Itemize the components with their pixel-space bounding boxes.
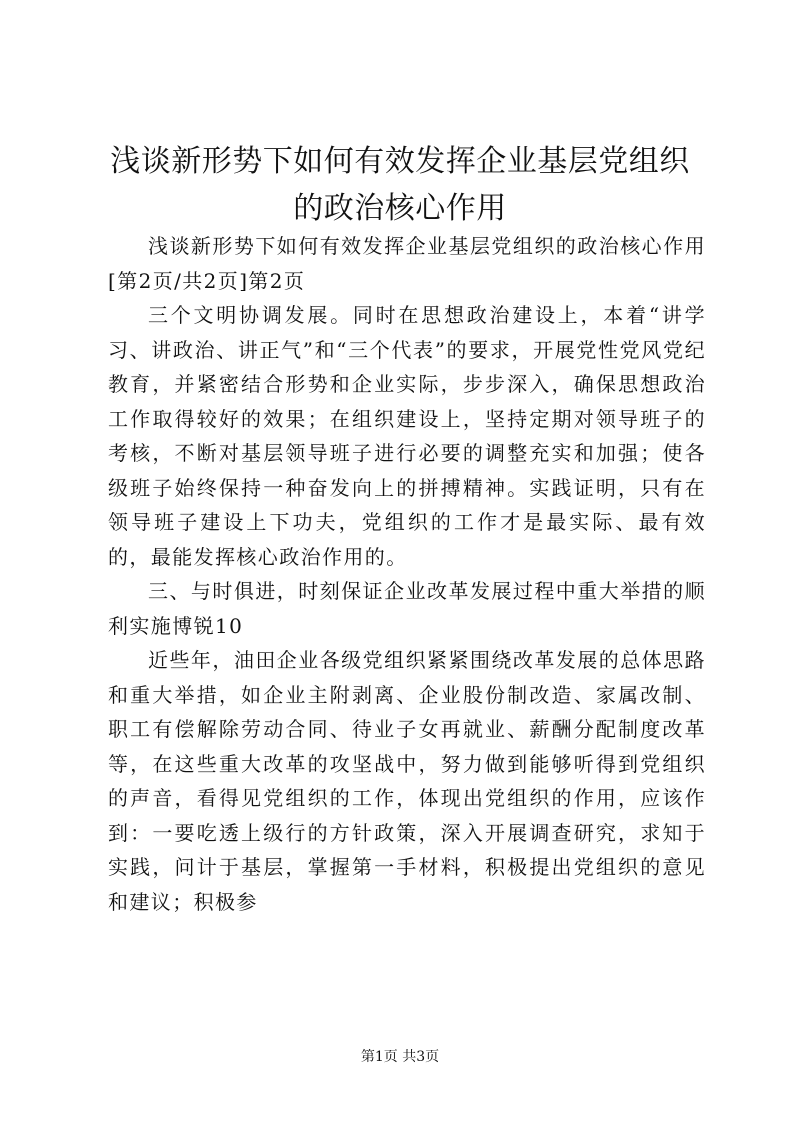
paragraph-section-three-heading: 三、与时俱进，时刻保证企业改革发展过程中重大举措的顺利实施博锐10 (108, 579, 706, 638)
document-title: 浅谈新形势下如何有效发挥企业基层党组织的政治核心作用 (110, 144, 690, 226)
document-body (108, 229, 706, 919)
paragraph-civilization: 三个文明协调发展。同时在思想政治建设上，本着“讲学习、讲政治、讲正气”和“三个代表”的要求，开展党性党风党纪教育，并紧密结合形势和企业实际，步步深入，确保思想政治工作取得较好的效果；在组织建设上，坚持定期对领导班子的考核，不断对基层领导班子进行必要的调整充实和加强；使各级班子始终保持一种奋发向上的拼搏精神。实践证明，只有在领导班子建设上下功夫，党组织的工作才是最实际、最有效的，最能发挥核心政治作用的。 (108, 303, 706, 569)
paragraph-subtitle: 浅谈新形势下如何有效发挥企业基层党组织的政治核心作用[第2页/共2页]第2页 (108, 234, 706, 293)
page-footer: 第1页 共3页 (360, 1049, 440, 1065)
paragraph-reform: 近些年，油田企业各级党组织紧紧围绕改革发展的总体思路和重大举措，如企业主附剥离、企业股份制改造、家属改制、职工有偿解除劳动合同、待业子女再就业、薪酬分配制度改革等，在这些重大改革的攻坚战中，努力做到能够听得到党组织的声音，看得见党组织的工作，体现出党组织的作用，应该作到：一要吃透上级行的方针政策，深入开展调查研究，求知于实践，问计于基层，掌握第一手材料，积极提出党组织的意见和建议；积极参 (108, 648, 706, 914)
